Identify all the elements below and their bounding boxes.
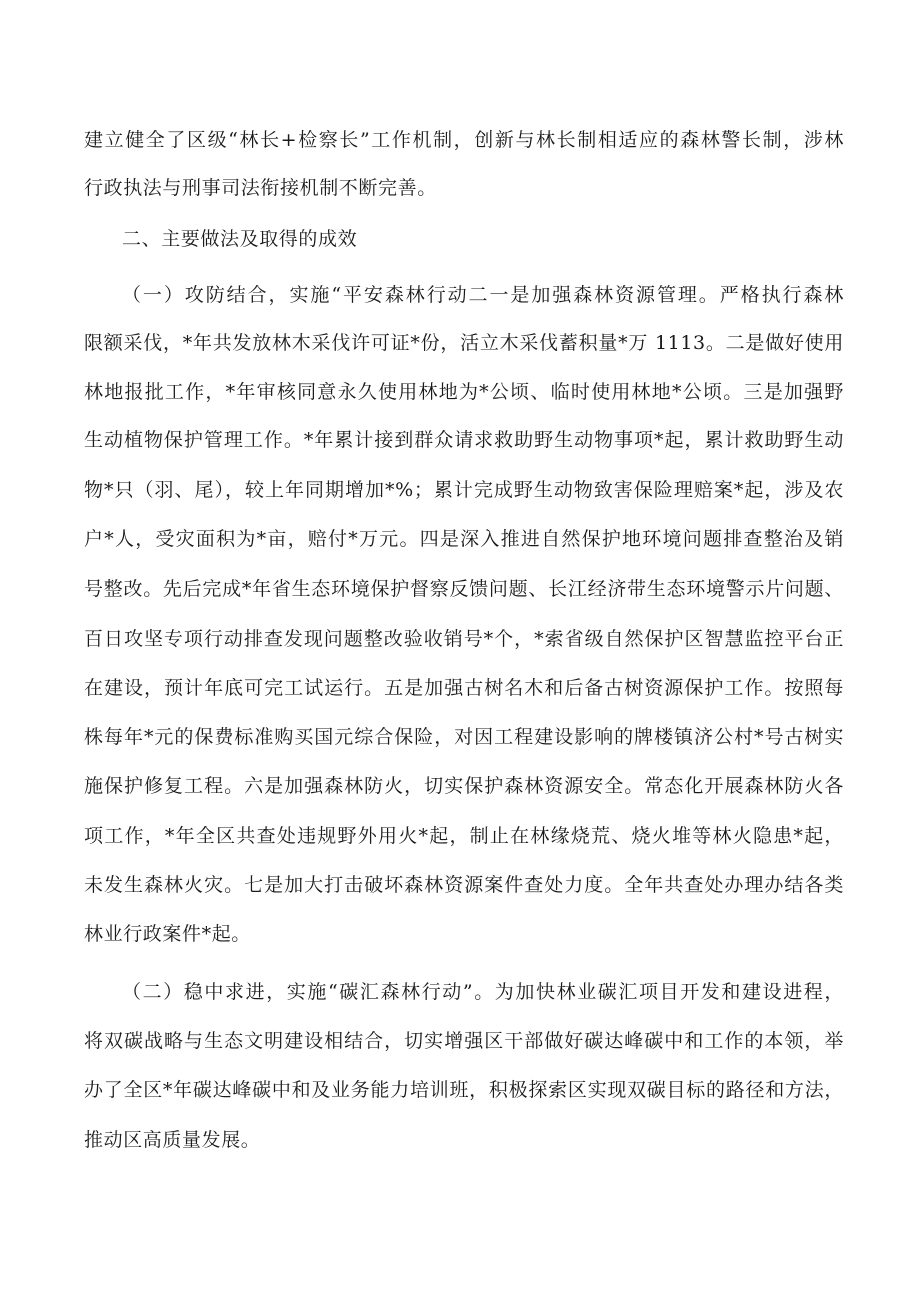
text-line: 物*只（羽、尾），较上年同期增加*%；累计完成野生动物致害保险理赔案*起，涉及农 <box>84 479 844 501</box>
text-line: 行政执法与刑事司法衔接机制不断完善。 <box>84 177 437 199</box>
text-line: 号整改。先后完成*年省生态环境保护督察反馈问题、长江经济带生态环境警示片问题、 <box>84 578 844 600</box>
text-line: 施保护修复工程。六是加强森林防火，切实保护森林资源安全。常态化开展森林防火各 <box>84 775 844 797</box>
text-line: 株每年*元的保费标准购买国元综合保险，对因工程建设影响的牌楼镇济公村*号古树实 <box>84 726 844 748</box>
text-line: 未发生森林火灾。七是加大打击破坏森林资源案件查处力度。全年共查处办理办结各类 <box>84 874 844 896</box>
section-heading: 二、主要做法及取得的成效 <box>122 228 358 250</box>
text-line: （二）稳中求进，实施“碳汇森林行动”。为加快林业碳汇项目开发和建设进程， <box>122 981 844 1003</box>
text-line: 限额采伐，*年共发放林木采伐许可证*份，活立木采伐蓄积量*万 1113。二是做好使用 <box>84 332 844 354</box>
text-line: 将双碳战略与生态文明建设相结合，切实增强区干部做好碳达峰碳中和工作的本领，举 <box>84 1030 844 1052</box>
text-line: 百日攻坚专项行动排查发现问题整改验收销号*个，*索省级自然保护区智慧监控平台正 <box>84 628 844 650</box>
text-line: 项工作，*年全区共查处违规野外用火*起，制止在林缘烧荒、烧火堆等林火隐患*起， <box>84 825 844 847</box>
text-line: 推动区高质量发展。 <box>84 1129 261 1151</box>
text-line: 林业行政案件*起。 <box>84 923 251 945</box>
text-line: 生动植物保护管理工作。*年累计接到群众请求救助野生动物事项*起，累计救助野生动 <box>84 429 844 451</box>
text-line: （一）攻防结合，实施“平安森林行动二一是加强森林资源管理。严格执行森林 <box>122 284 844 306</box>
text-line: 办了全区*年碳达峰碳中和及业务能力培训班，积极探索区实现双碳目标的路径和方法， <box>84 1079 844 1101</box>
text-line: 户*人，受灾面积为*亩，赔付*万元。四是深入推进自然保护地环境问题排查整治及销 <box>84 528 844 550</box>
text-line: 建立健全了区级“林长+检察长”工作机制，创新与林长制相适应的森林警长制，涉林 <box>84 129 844 151</box>
text-line: 在建设，预计年底可完工试运行。五是加强古树名木和后备古树资源保护工作。按照每 <box>84 677 844 699</box>
text-line: 林地报批工作，*年审核同意永久使用林地为*公顷、临时使用林地*公顷。三是加强野 <box>84 381 844 403</box>
